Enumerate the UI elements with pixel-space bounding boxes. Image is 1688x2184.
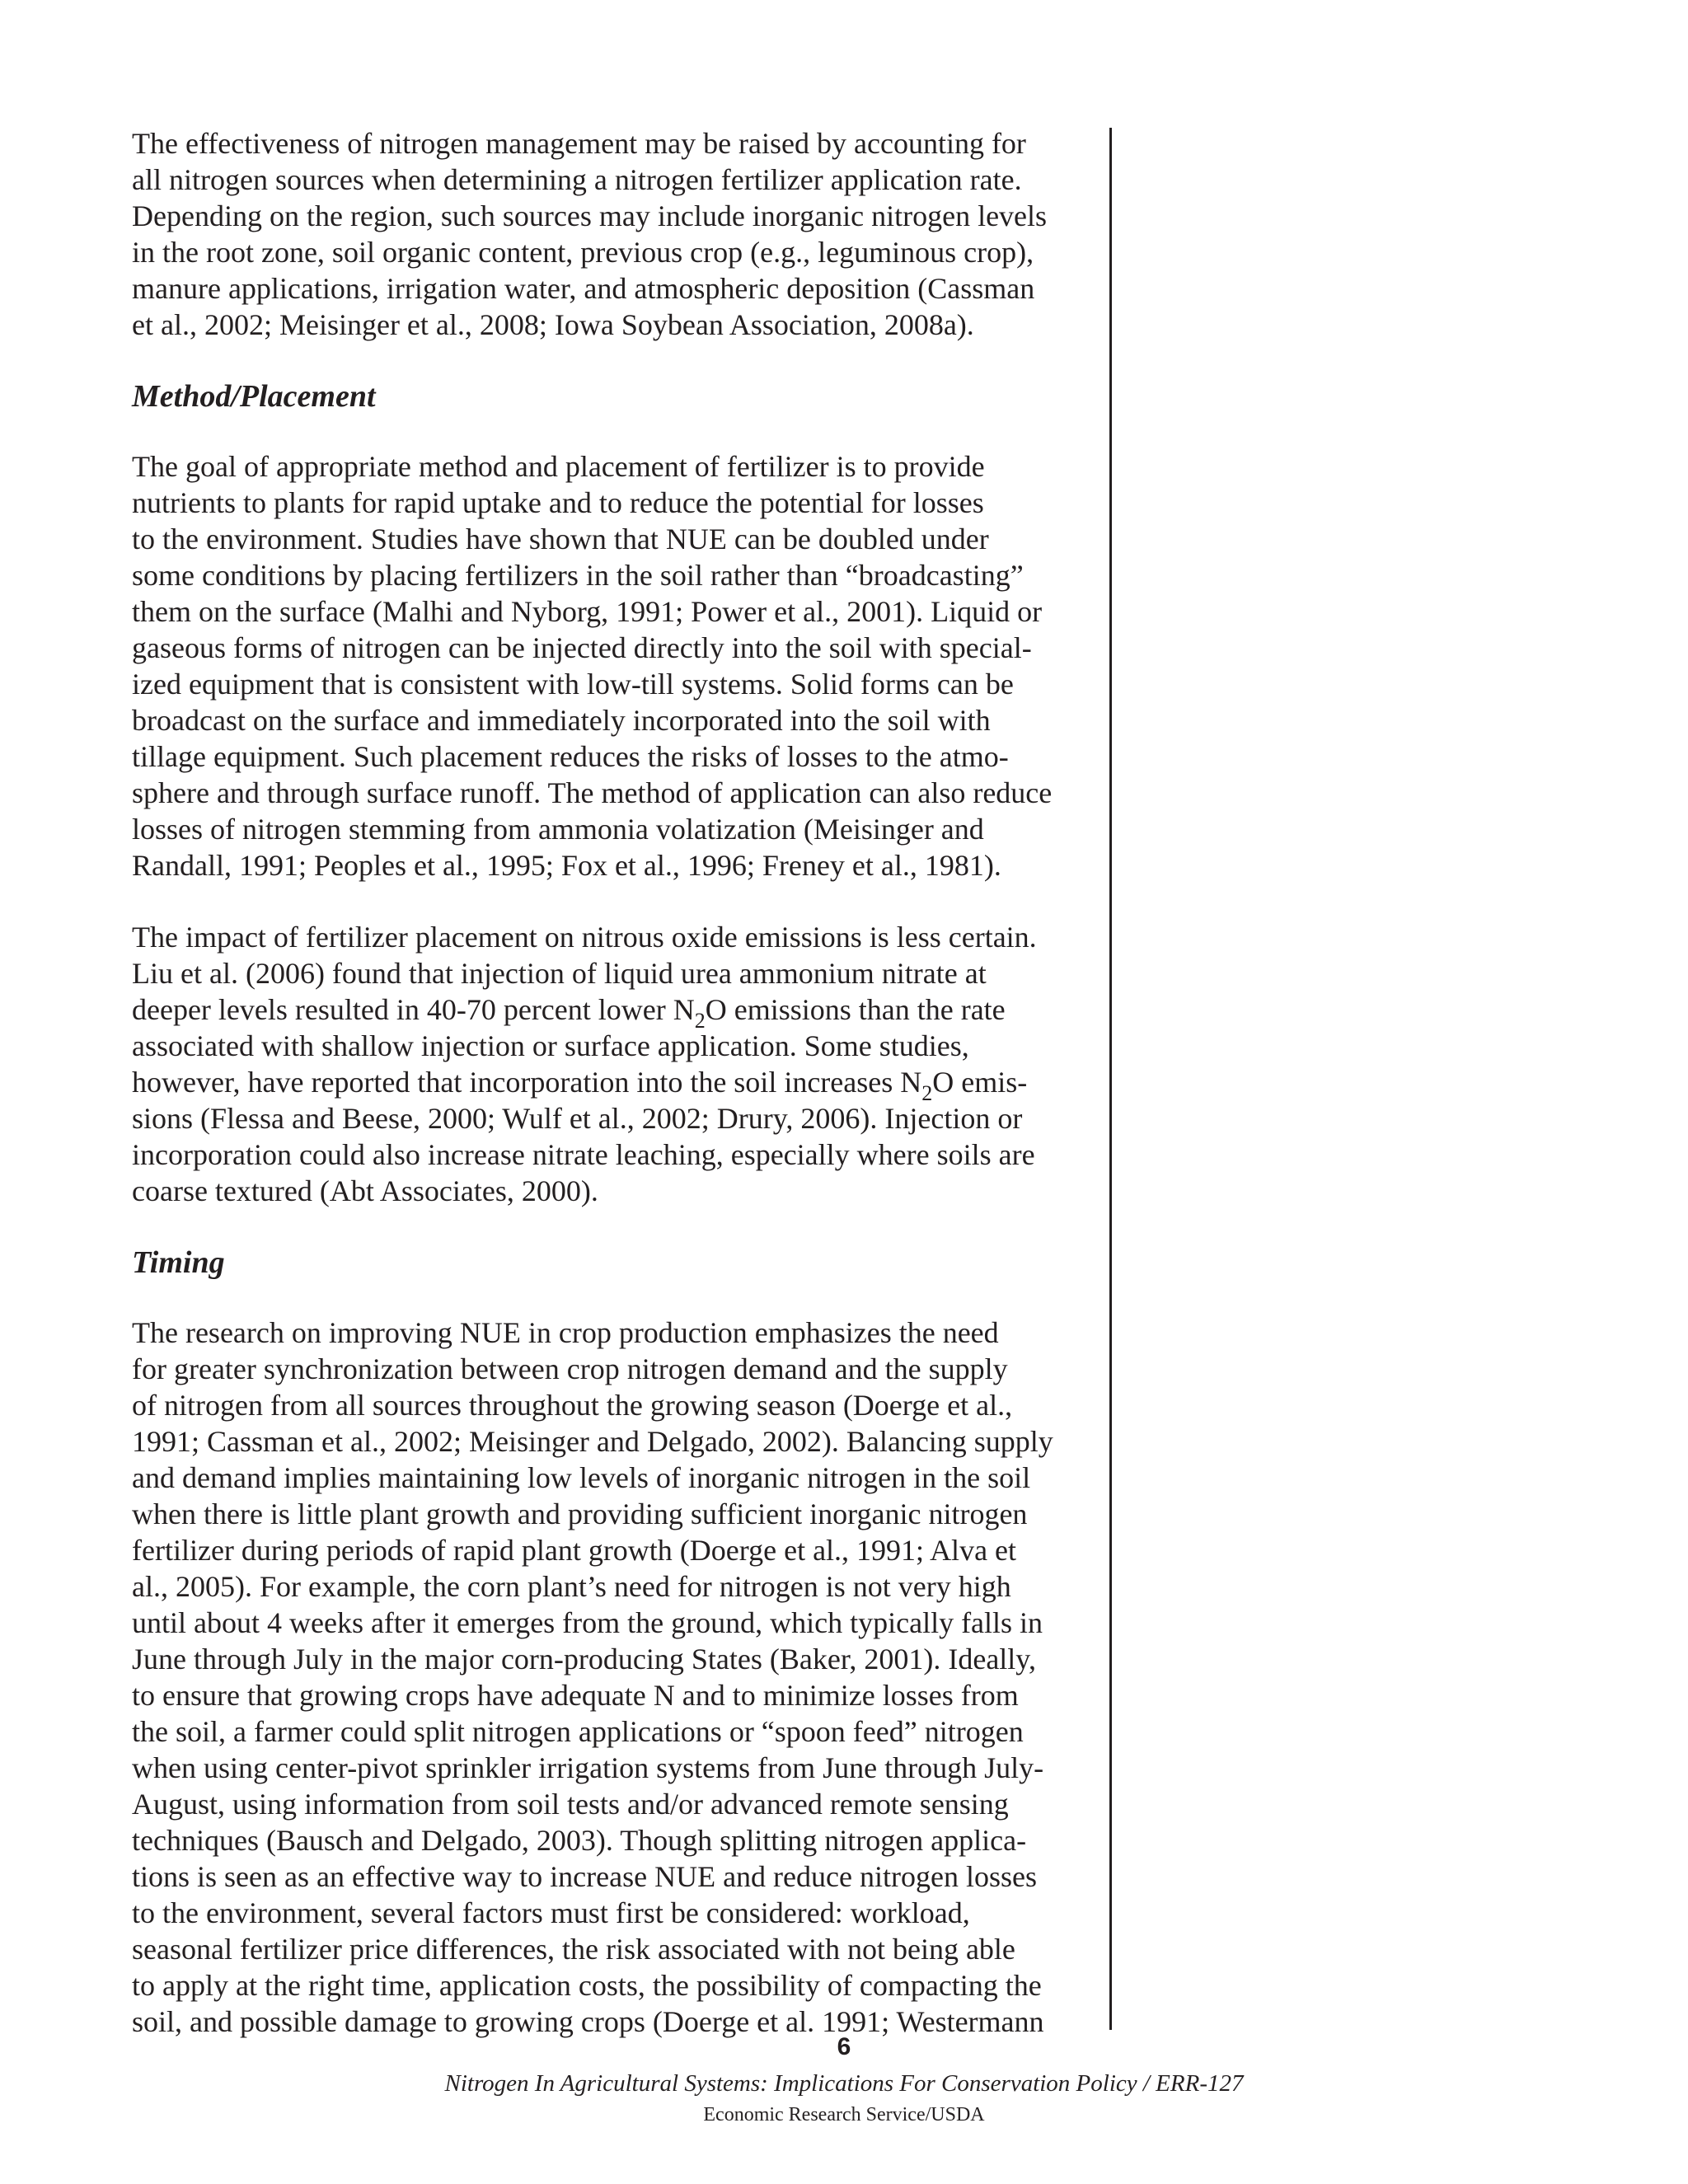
subscript-two: 2 xyxy=(921,1081,933,1105)
text-line: to apply at the right time, application costs, the possibility of compacting the xyxy=(132,1969,1042,2002)
paragraph-method-placement xyxy=(132,448,1092,883)
text-line: et al., 2002; Meisinger et al., 2008; Iowa Soybean Association, 2008a). xyxy=(132,308,974,341)
text-line: August, using information from soil tests and/or advanced remote sensing xyxy=(132,1788,1009,1821)
text-line: June through July in the major corn-producing States (Baker, 2001). Ideally, xyxy=(132,1643,1036,1675)
text-line: techniques (Bausch and Delgado, 2003). Though splitting nitrogen applica- xyxy=(132,1824,1027,1857)
publication-title: Nitrogen In Agricultural Systems: Implications For Conservation Policy / ERR-127 xyxy=(444,2070,1244,2097)
text-line: and demand implies maintaining low levels of inorganic nitrogen in the soil xyxy=(132,1461,1031,1494)
text-fragment: O emis- xyxy=(932,1066,1028,1099)
paragraph-nitrous-oxide xyxy=(132,919,1092,1209)
paragraph-timing xyxy=(132,1315,1092,2040)
text-line: nutrients to plants for rapid uptake and to reduce the potential for losses xyxy=(132,486,984,519)
text-line: losses of nitrogen stemming from ammonia volatization (Meisinger and xyxy=(132,813,984,846)
text-line: sphere and through surface runoff. The method of application can also reduce xyxy=(132,776,1053,809)
text-line: of nitrogen from all sources throughout the growing season (Doerge et al., xyxy=(132,1389,1013,1422)
subscript-two: 2 xyxy=(694,1009,706,1033)
text-line: until about 4 weeks after it emerges from the ground, which typically falls in xyxy=(132,1606,1043,1639)
text-fragment: however, have reported that incorporation into the soil increases N xyxy=(132,1066,922,1099)
text-line: to ensure that growing crops have adequate N and to minimize losses from xyxy=(132,1679,1019,1712)
text-line: ized equipment that is consistent with low-till systems. Solid forms can be xyxy=(132,668,1014,701)
text-line: when using center-pivot sprinkler irrigation systems from June through July- xyxy=(132,1751,1044,1784)
text-line: The effectiveness of nitrogen management may be raised by accounting for xyxy=(132,127,1026,160)
text-line: 1991; Cassman et al., 2002; Meisinger and Delgado, 2002). Balancing supply xyxy=(132,1425,1053,1458)
text-line: soil, and possible damage to growing crops (Doerge et al. 1991; Westermann xyxy=(132,2005,1044,2038)
text-line: broadcast on the surface and immediately incorporated into the soil with xyxy=(132,704,991,737)
text-fragment: O emissions than the rate xyxy=(705,993,1006,1026)
text-fragment: deeper levels resulted in 40-70 percent lower N xyxy=(132,993,695,1026)
text-line: al., 2005). For example, the corn plant’s need for nitrogen is not very high xyxy=(132,1570,1011,1603)
text-line: Liu et al. (2006) found that injection of liquid urea ammonium nitrate at xyxy=(132,957,987,990)
text-line: sions (Flessa and Beese, 2000; Wulf et al., 2002; Drury, 2006). Injection or xyxy=(132,1102,1023,1135)
text-line: the soil, a farmer could split nitrogen applications or “spoon feed” nitrogen xyxy=(132,1715,1024,1748)
text-line: when there is little plant growth and providing sufficient inorganic nitrogen xyxy=(132,1497,1028,1530)
page-number: 6 xyxy=(837,2033,851,2060)
text-line: to the environment. Studies have shown that NUE can be doubled under xyxy=(132,523,989,555)
text-line: gaseous forms of nitrogen can be injected directly into the soil with special- xyxy=(132,631,1032,664)
text-line: manure applications, irrigation water, and atmospheric deposition (Cassman xyxy=(132,272,1035,305)
section-heading-method-placement: Method/Placement xyxy=(132,379,376,414)
section-heading-timing: Timing xyxy=(132,1245,225,1280)
text-line: The research on improving NUE in crop production emphasizes the need xyxy=(132,1316,999,1349)
text-line: all nitrogen sources when determining a nitrogen fertilizer application rate. xyxy=(132,163,1022,196)
agency-name: Economic Research Service/USDA xyxy=(703,2104,985,2125)
text-line: Depending on the region, such sources may include inorganic nitrogen levels xyxy=(132,199,1048,232)
text-column xyxy=(132,125,1092,2075)
text-line: some conditions by placing fertilizers in the soil rather than “broadcasting” xyxy=(132,559,1024,592)
text-line: Randall, 1991; Peoples et al., 1995; Fox et al., 1996; Freney et al., 1981). xyxy=(132,849,1001,882)
text-line: seasonal fertilizer price differences, the risk associated with not being able xyxy=(132,1933,1015,1966)
text-line xyxy=(132,991,1092,1033)
text-line: incorporation could also increase nitrate leaching, especially where soils are xyxy=(132,1138,1035,1171)
text-line: coarse textured (Abt Associates, 2000). xyxy=(132,1174,598,1207)
text-line: for greater synchronization between crop nitrogen demand and the supply xyxy=(132,1352,1008,1385)
text-line: associated with shallow injection or surface application. Some studies, xyxy=(132,1029,969,1062)
text-line: them on the surface (Malhi and Nyborg, 1991; Power et al., 2001). Liquid or xyxy=(132,595,1043,628)
vertical-column-rule xyxy=(1109,128,1112,2030)
text-line: The impact of fertilizer placement on nitrous oxide emissions is less certain. xyxy=(132,921,1037,954)
text-line xyxy=(132,1064,1092,1105)
paragraph-nitrogen-sources xyxy=(132,125,1092,343)
text-line: to the environment, several factors must first be considered: workload, xyxy=(132,1896,970,1929)
text-line: fertilizer during periods of rapid plant growth (Doerge et al., 1991; Alva et xyxy=(132,1534,1017,1567)
text-line: in the root zone, soil organic content, previous crop (e.g., leguminous crop), xyxy=(132,236,1034,269)
text-line: tions is seen as an effective way to increase NUE and reduce nitrogen losses xyxy=(132,1860,1037,1893)
text-line: tillage equipment. Such placement reduces the risks of losses to the atmo- xyxy=(132,740,1009,773)
text-line: The goal of appropriate method and placement of fertilizer is to provide xyxy=(132,450,985,483)
